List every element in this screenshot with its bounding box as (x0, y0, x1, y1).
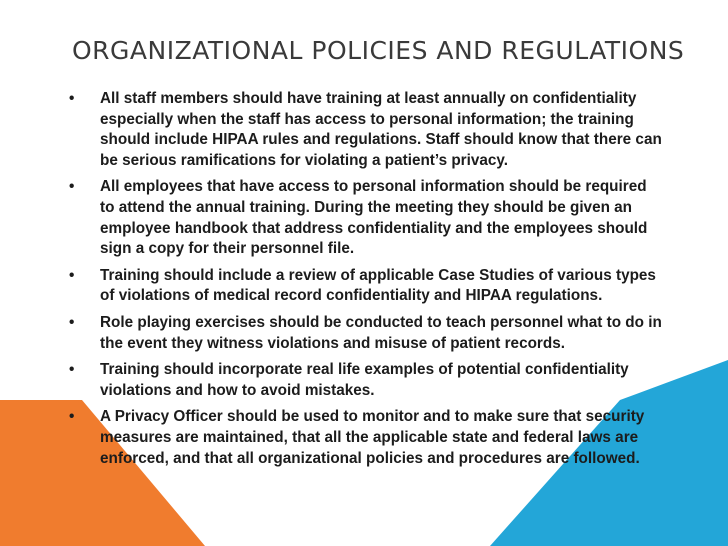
bullet-item (63, 407, 663, 469)
bullet-item (63, 89, 663, 171)
bullet-text: All employees that have access to personal information should be required to attend the annual training. During the meeting they should be given an employee handbook that address confidentiality and the employees should sign a copy for their personnel file. (100, 178, 648, 258)
bullet-list (63, 89, 663, 475)
bullet-marker: • (69, 90, 75, 107)
bullet-marker: • (69, 408, 75, 426)
bullet-text: Training should include a review of applicable Case Studies of various types of violations of medical record confidentiality and HIPAA regulations. (100, 266, 656, 305)
bullet-text: Training should incorporate real life examples of potential confidentiality violations and how to avoid mistakes. (100, 361, 629, 399)
bullet-item (63, 313, 663, 354)
bullet-text: A Privacy Officer should be used to monitor and to make sure that security measures are maintained, that all the applicable state and federal laws are enforced, and that all organizational policies and procedures are followed. (100, 408, 645, 467)
bullet-item (63, 266, 663, 307)
bullet-item (63, 360, 663, 401)
bullet-item (63, 177, 663, 259)
bullet-text: All staff members should have training at least annually on confidentiality especially when the staff has access to personal information; the training should include HIPAA rules and regulations. Staff should know that there can be serious ramifications for violating a patient’s privacy. (100, 90, 662, 169)
slide-title: ORGANIZATIONAL POLICIES AND REGULATIONS (72, 36, 685, 65)
bullet-marker: • (69, 266, 75, 284)
bullet-marker: • (69, 361, 75, 379)
bullet-marker: • (69, 178, 75, 196)
bullet-marker: • (69, 313, 75, 331)
bullet-text: Role playing exercises should be conducted to teach personnel what to do in the event they witness violations and misuse of patient records. (100, 313, 662, 352)
